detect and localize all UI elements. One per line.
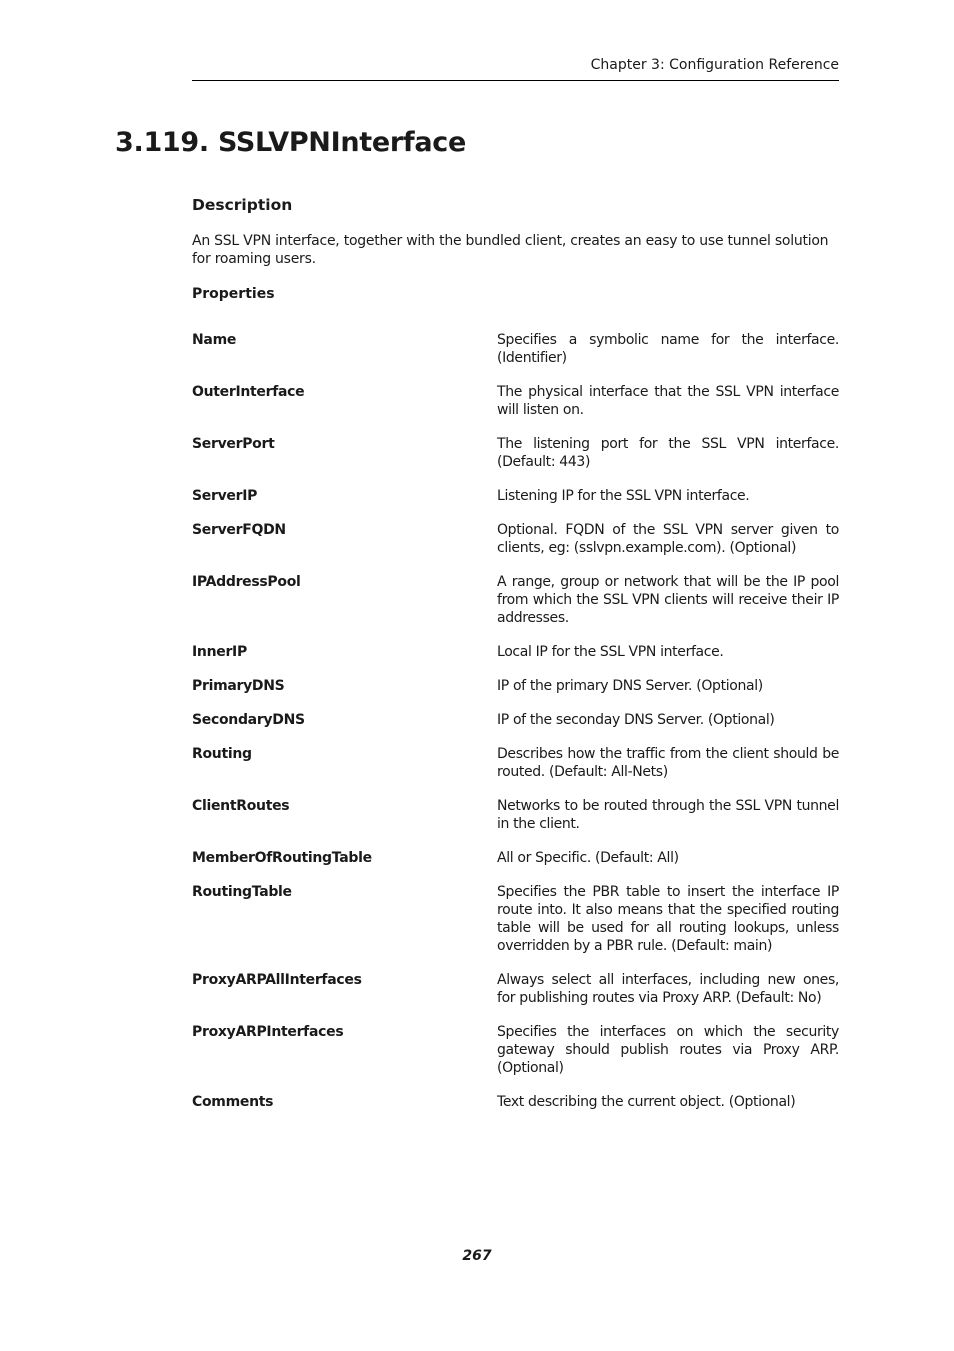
property-row-clientroutes xyxy=(192,797,839,849)
property-name: SecondaryDNS xyxy=(192,712,305,728)
property-description: Listening IP for the SSL VPN interface. xyxy=(497,488,750,504)
property-description: All or Specific. (Default: All) xyxy=(497,850,679,866)
section-title: 3.119. SSLVPNInterface xyxy=(115,127,466,158)
property-row-proxyarpallinterfaces xyxy=(192,971,839,1023)
property-name: ProxyARPInterfaces xyxy=(192,1024,344,1040)
property-description: IP of the primary DNS Server. (Optional) xyxy=(497,678,763,694)
properties-list xyxy=(192,331,839,1127)
property-description: Specifies the interfaces on which the security gateway should publish routes via Proxy ARP. (Optional) xyxy=(497,1024,839,1076)
property-description: Text describing the current object. (Optional) xyxy=(497,1094,796,1110)
page-number: 267 xyxy=(462,1248,492,1264)
property-name: ProxyARPAllInterfaces xyxy=(192,972,362,988)
property-row-serverport xyxy=(192,435,839,487)
property-row-routingtable xyxy=(192,883,839,971)
property-description: The physical interface that the SSL VPN interface will listen on. xyxy=(497,384,839,418)
property-row-comments xyxy=(192,1093,839,1127)
property-name: OuterInterface xyxy=(192,384,305,400)
property-row-secondarydns xyxy=(192,711,839,745)
property-name: Comments xyxy=(192,1094,274,1110)
property-row-serverip xyxy=(192,487,839,521)
description-text: An SSL VPN interface, together with the bundled client, creates an easy to use tunnel solution for roaming users. xyxy=(192,233,829,267)
property-description: Always select all interfaces, including new ones, for publishing routes via Proxy ARP. (Default: No) xyxy=(497,972,839,1006)
property-name: ServerFQDN xyxy=(192,522,286,538)
running-header: Chapter 3: Configuration Reference xyxy=(192,56,839,81)
property-row-innerip xyxy=(192,643,839,677)
property-description: A range, group or network that will be the IP pool from which the SSL VPN clients will receive their IP addresses. xyxy=(497,574,839,626)
property-name: ServerPort xyxy=(192,436,275,452)
property-row-primarydns xyxy=(192,677,839,711)
property-description: The listening port for the SSL VPN interface. (Default: 443) xyxy=(497,436,839,470)
property-row-routing xyxy=(192,745,839,797)
property-description: Local IP for the SSL VPN interface. xyxy=(497,644,724,660)
property-name: RoutingTable xyxy=(192,884,292,900)
property-description: Networks to be routed through the SSL VPN tunnel in the client. xyxy=(497,798,839,832)
property-row-outerinterface xyxy=(192,383,839,435)
property-description: Optional. FQDN of the SSL VPN server given to clients, eg: (sslvpn.example.com). (Optional) xyxy=(497,522,839,556)
property-name: Name xyxy=(192,332,237,348)
property-row-serverfqdn xyxy=(192,521,839,573)
property-name: ClientRoutes xyxy=(192,798,290,814)
property-name: Routing xyxy=(192,746,252,762)
description-heading: Description xyxy=(192,196,293,214)
property-name: MemberOfRoutingTable xyxy=(192,850,372,866)
property-row-ipaddresspool xyxy=(192,573,839,643)
property-description: Describes how the traffic from the client should be routed. (Default: All-Nets) xyxy=(497,746,839,780)
property-row-memberofroutingtable xyxy=(192,849,839,883)
property-row-name xyxy=(192,331,839,383)
properties-heading: Properties xyxy=(192,286,275,302)
property-description: Specifies the PBR table to insert the interface IP route into. It also means that the specified routing table will be used for all routing lookups, unless overridden by a PBR rule. (Default: main) xyxy=(497,884,839,954)
property-description: Specifies a symbolic name for the interface. (Identifier) xyxy=(497,332,839,366)
property-name: IPAddressPool xyxy=(192,574,301,590)
property-name: InnerIP xyxy=(192,644,247,660)
property-description: IP of the seconday DNS Server. (Optional) xyxy=(497,712,775,728)
property-row-proxyarpinterfaces xyxy=(192,1023,839,1093)
property-name: PrimaryDNS xyxy=(192,678,285,694)
property-name: ServerIP xyxy=(192,488,258,504)
